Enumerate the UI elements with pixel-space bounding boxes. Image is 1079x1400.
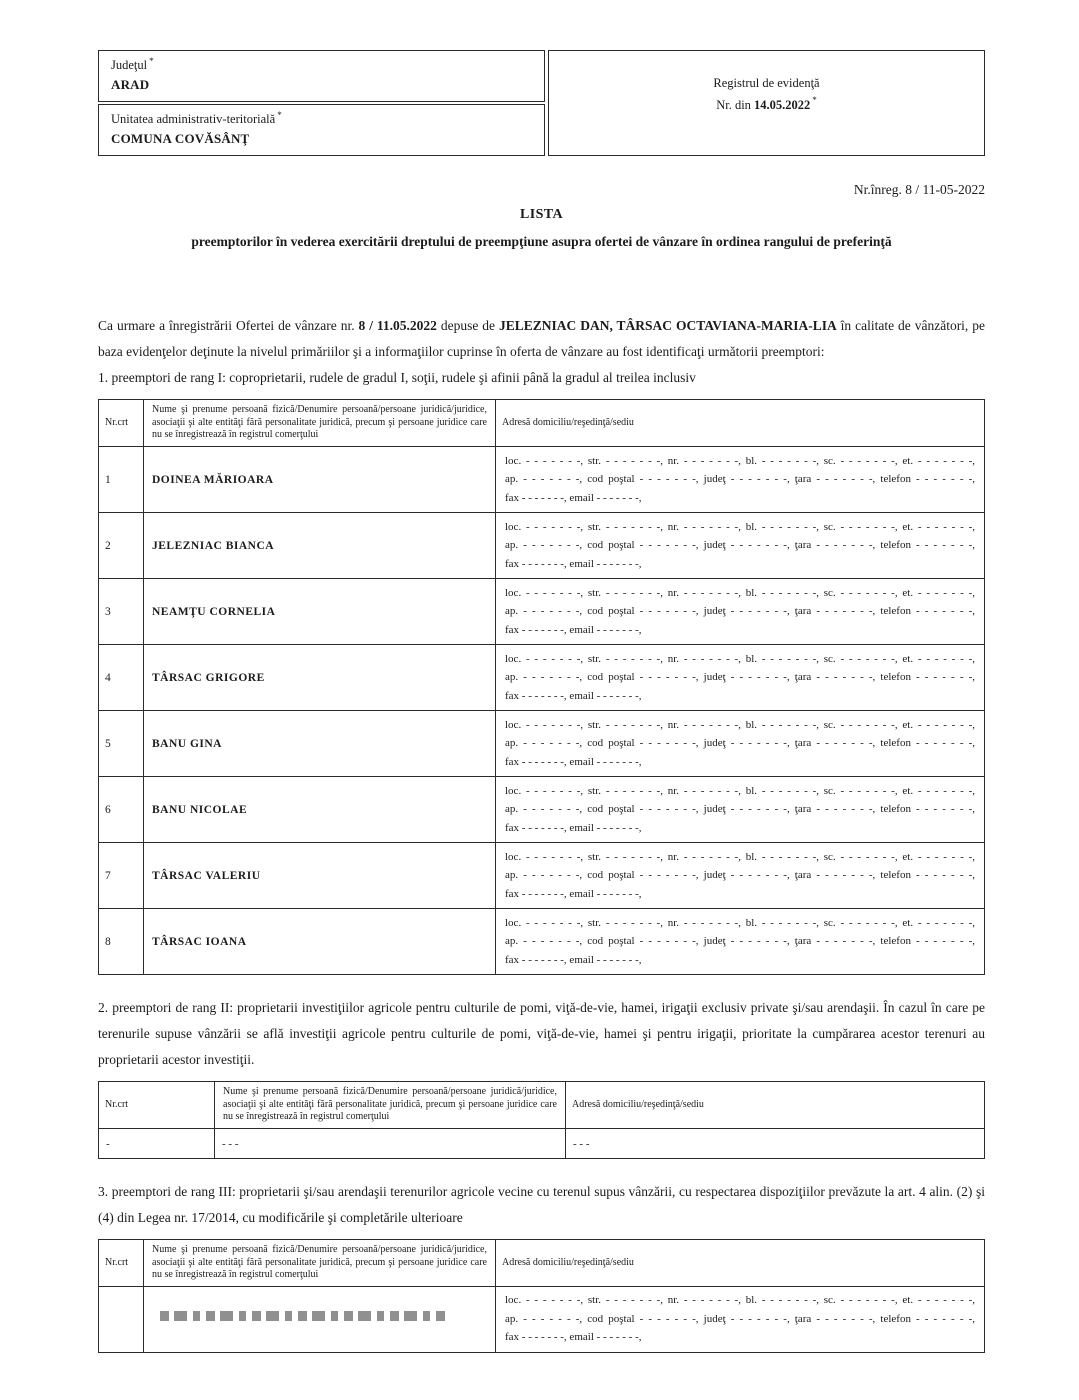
table-row — [99, 843, 985, 909]
address-line: ap. - - - - - - -, cod poştal - - - - - - -, judeţ - - - - - - -, ţara - - - - - - -, telefon - - - - - - -, — [505, 605, 975, 618]
registry-nr-value: 14.05.2022 — [754, 97, 811, 112]
address-line: loc. - - - - - - -, str. - - - - - - -, nr. - - - - - - -, bl. - - - - - - -, sc. - - - - - - -, et. - - - - - - -, — [505, 718, 975, 731]
table-row — [99, 645, 985, 711]
intro-text: în calitate de vânzători, pe baza evidenţelor deţinute la nivelul primăriilor şi a informaţiilor cuprinse în oferta de vânzare au fost identificaţi următorii preemptori: — [98, 318, 985, 359]
table-row — [99, 513, 985, 579]
row-name: TÂRSAC GRIGORE — [144, 645, 496, 711]
registry-label: Registrul de evidenţă — [713, 75, 820, 90]
column-header-name: Nume şi prenume persoană fizică/Denumire persoană/persoane juridică/juridice, asociaţii şi alte entităţi fără personalitate juridică, precum şi persoane juridice care nu se înregistrează în registrul comerţului — [215, 1082, 566, 1129]
row-address — [496, 513, 985, 579]
row-address — [496, 447, 985, 513]
intro-paragraph — [98, 313, 985, 365]
registry-box — [548, 50, 985, 156]
offer-number: 8 / 11.05.2022 — [358, 318, 437, 333]
section-2-paragraph: 2. preemptori de rang II: proprietarii investiţiilor agricole pentru culturile de pomi, viţă-de-vie, hamei, irigaţii exclusiv private şi/sau arendaşii. În cazul în care pe terenurile supuse vânzării se află investiţii agricole pentru culturile de pomi, viţă-de-vie, hamei şi pentru irigaţii, prioritate la cumpărarea acestor terenuri au proprietarii acestor investiţii. — [98, 1000, 985, 1067]
uat-value: COMUNA COVĂSÂNŢ — [111, 131, 250, 146]
row-address: - - - — [566, 1129, 985, 1159]
row-name: DOINEA MĂRIOARA — [144, 447, 496, 513]
page-subtitle: preemptorilor în vederea exercitării dreptului de preempţiune asupra ofertei de vânzare în ordinea rangului de preferinţă — [191, 234, 892, 249]
address-line: loc. - - - - - - -, str. - - - - - - -, nr. - - - - - - -, bl. - - - - - - -, sc. - - - - - - -, et. - - - - - - -, — [505, 784, 975, 797]
rang2-table — [98, 1081, 985, 1159]
header-left-box — [98, 50, 545, 156]
rang1-table — [98, 399, 985, 975]
sellers-names: JELEZNIAC DAN, TÂRSAC OCTAVIANA-MARIA-LIA — [498, 318, 837, 333]
table-row — [99, 711, 985, 777]
table-row — [99, 777, 985, 843]
row-name: TÂRSAC VALERIU — [144, 843, 496, 909]
address-line: loc. - - - - - - -, str. - - - - - - -, nr. - - - - - - -, bl. - - - - - - -, sc. - - - - - - -, et. - - - - - - -, — [505, 520, 975, 533]
county-label-text: Judeţul — [111, 58, 148, 72]
address-line: ap. - - - - - - -, cod poştal - - - - - - -, judeţ - - - - - - -, ţara - - - - - - -, telefon - - - - - - -, — [505, 869, 975, 882]
table-header-row — [99, 1240, 985, 1287]
address-line: ap. - - - - - - -, cod poştal - - - - - - -, judeţ - - - - - - -, ţara - - - - - - -, telefon - - - - - - -, — [505, 803, 975, 816]
row-name — [144, 1287, 496, 1353]
row-number: 3 — [99, 579, 144, 645]
row-number: 4 — [99, 645, 144, 711]
row-number: 7 — [99, 843, 144, 909]
column-header-nr: Nr.crt — [99, 1082, 215, 1129]
row-address — [496, 909, 985, 975]
column-header-name: Nume şi prenume persoană fizică/Denumire persoană/persoane juridică/juridice, asociaţii şi alte entităţi fără personalitate juridică, precum şi persoane juridice care nu se înregistrează în registrul comerţului — [144, 1240, 496, 1287]
address-line: ap. - - - - - - -, cod poştal - - - - - - -, judeţ - - - - - - -, ţara - - - - - - -, telefon - - - - - - -, — [505, 473, 975, 486]
table-header-row — [99, 1082, 985, 1129]
address-line: loc. - - - - - - -, str. - - - - - - -, nr. - - - - - - -, bl. - - - - - - -, sc. - - - - - - -, et. - - - - - - -, — [505, 454, 975, 467]
county-cell — [98, 50, 545, 102]
table-row-clipped — [99, 1287, 985, 1353]
table-row — [99, 909, 985, 975]
address-line: loc. - - - - - - -, str. - - - - - - -, nr. - - - - - - -, bl. - - - - - - -, sc. - - - - - - -, et. - - - - - - -, — [505, 652, 975, 665]
address-line: ap. - - - - - - -, cod poştal - - - - - - -, judeţ - - - - - - -, ţara - - - - - - -, telefon - - - - - - -, — [505, 671, 975, 684]
header-boxes — [98, 50, 985, 156]
asterisk-mark: * — [812, 95, 817, 106]
address-line: ap. - - - - - - -, cod poştal - - - - - - -, judeţ - - - - - - -, ţara - - - - - - -, telefon - - - - - - -, — [505, 935, 975, 948]
table-row — [99, 447, 985, 513]
row-name: TÂRSAC IOANA — [144, 909, 496, 975]
address-line: loc. - - - - - - -, str. - - - - - - -, nr. - - - - - - -, bl. - - - - - - -, sc. - - - - - - -, et. - - - - - - -, — [505, 850, 975, 863]
section-3-paragraph: 3. preemptori de rang III: proprietarii şi/sau arendaşii terenurilor agricole vecine cu terenul supus vânzării, cu respectarea dispoziţiilor prevăzute la art. 4 alin. (2) şi (4) din Legea nr. 17/2014, cu modificările şi completările ulterioare — [98, 1184, 985, 1225]
column-header-nr: Nr.crt — [99, 1240, 144, 1287]
row-number: 6 — [99, 777, 144, 843]
row-name: JELEZNIAC BIANCA — [144, 513, 496, 579]
address-line: fax - - - - - - -, email - - - - - - -, — [505, 1331, 642, 1343]
address-line: fax - - - - - - -, email - - - - - - -, — [505, 491, 642, 504]
county-label — [111, 55, 532, 73]
row-number: 1 — [99, 447, 144, 513]
clipped-name-fragment — [160, 1311, 445, 1321]
row-number: 5 — [99, 711, 144, 777]
asterisk-mark: * — [277, 109, 282, 120]
row-address — [496, 1287, 985, 1353]
row-name: BANU GINA — [144, 711, 496, 777]
row-number: - — [99, 1129, 215, 1159]
address-line: fax - - - - - - -, email - - - - - - -, — [505, 755, 642, 768]
registry-number-line — [716, 95, 817, 113]
row-number — [99, 1287, 144, 1353]
column-header-address: Adresă domiciliu/reşedinţă/sediu — [496, 400, 985, 447]
row-address — [496, 645, 985, 711]
asterisk-mark: * — [149, 55, 154, 66]
address-line: ap. - - - - - - -, cod poştal - - - - - - -, judeţ - - - - - - -, ţara - - - - - - -, telefon - - - - - - -, — [505, 737, 975, 750]
column-header-name: Nume şi prenume persoană fizică/Denumire persoană/persoane juridică/juridice, asociaţii şi alte entităţi fără personalitate juridică, precum şi persoane juridice care nu se înregistrează în registrul comerţului — [144, 400, 496, 447]
section-1-heading: 1. preemptori de rang I: coproprietarii, rudele de gradul I, soţii, rudele şi afinii până la gradul al treilea inclusiv — [98, 370, 696, 385]
row-number: 8 — [99, 909, 144, 975]
address-line: ap. - - - - - - -, cod poştal - - - - - - -, judeţ - - - - - - -, ţara - - - - - - -, telefon - - - - - - -, — [505, 1312, 975, 1325]
intro-text: depuse de — [436, 318, 499, 333]
column-header-address: Adresă domiciliu/reşedinţă/sediu — [496, 1240, 985, 1287]
address-line: fax - - - - - - -, email - - - - - - -, — [505, 887, 642, 900]
address-line: fax - - - - - - -, email - - - - - - -, — [505, 623, 642, 636]
registration-number-line: Nr.înreg. 8 / 11-05-2022 — [853, 182, 985, 197]
registry-nr-prefix: Nr. din — [716, 97, 751, 112]
county-value: ARAD — [111, 77, 150, 92]
table-header-row — [99, 400, 985, 447]
intro-text: Ca urmare a înregistrării Ofertei de vânzare nr. — [98, 318, 359, 333]
address-line: fax - - - - - - -, email - - - - - - -, — [505, 821, 642, 834]
rang3-table — [98, 1239, 985, 1353]
row-address — [496, 579, 985, 645]
page-title: LISTA — [520, 207, 563, 222]
column-header-nr: Nr.crt — [99, 400, 144, 447]
row-address — [496, 711, 985, 777]
address-line: fax - - - - - - -, email - - - - - - -, — [505, 689, 642, 702]
rang3-table-clipped-region — [98, 1239, 985, 1343]
row-address — [496, 777, 985, 843]
row-name: - - - — [215, 1129, 566, 1159]
address-line: loc. - - - - - - -, str. - - - - - - -, nr. - - - - - - -, bl. - - - - - - -, sc. - - - - - - -, et. - - - - - - -, — [505, 916, 975, 929]
address-line: ap. - - - - - - -, cod poştal - - - - - - -, judeţ - - - - - - -, ţara - - - - - - -, telefon - - - - - - -, — [505, 539, 975, 552]
table-row — [99, 1129, 985, 1159]
address-line: fax - - - - - - -, email - - - - - - -, — [505, 557, 642, 570]
row-address — [496, 843, 985, 909]
address-line: loc. - - - - - - -, str. - - - - - - -, nr. - - - - - - -, bl. - - - - - - -, sc. - - - - - - -, et. - - - - - - -, — [505, 586, 975, 599]
uat-label — [111, 109, 532, 127]
uat-cell — [98, 104, 545, 156]
column-header-address: Adresă domiciliu/reşedinţă/sediu — [566, 1082, 985, 1129]
address-line: loc. - - - - - - -, str. - - - - - - -, nr. - - - - - - -, bl. - - - - - - -, sc. - - - - - - -, et. - - - - - - -, — [505, 1294, 975, 1306]
row-name: BANU NICOLAE — [144, 777, 496, 843]
table-row — [99, 579, 985, 645]
row-number: 2 — [99, 513, 144, 579]
uat-label-text: Unitatea administrativ-teritorială — [111, 112, 276, 126]
address-line: fax - - - - - - -, email - - - - - - -, — [505, 953, 642, 966]
row-name: NEAMŢU CORNELIA — [144, 579, 496, 645]
